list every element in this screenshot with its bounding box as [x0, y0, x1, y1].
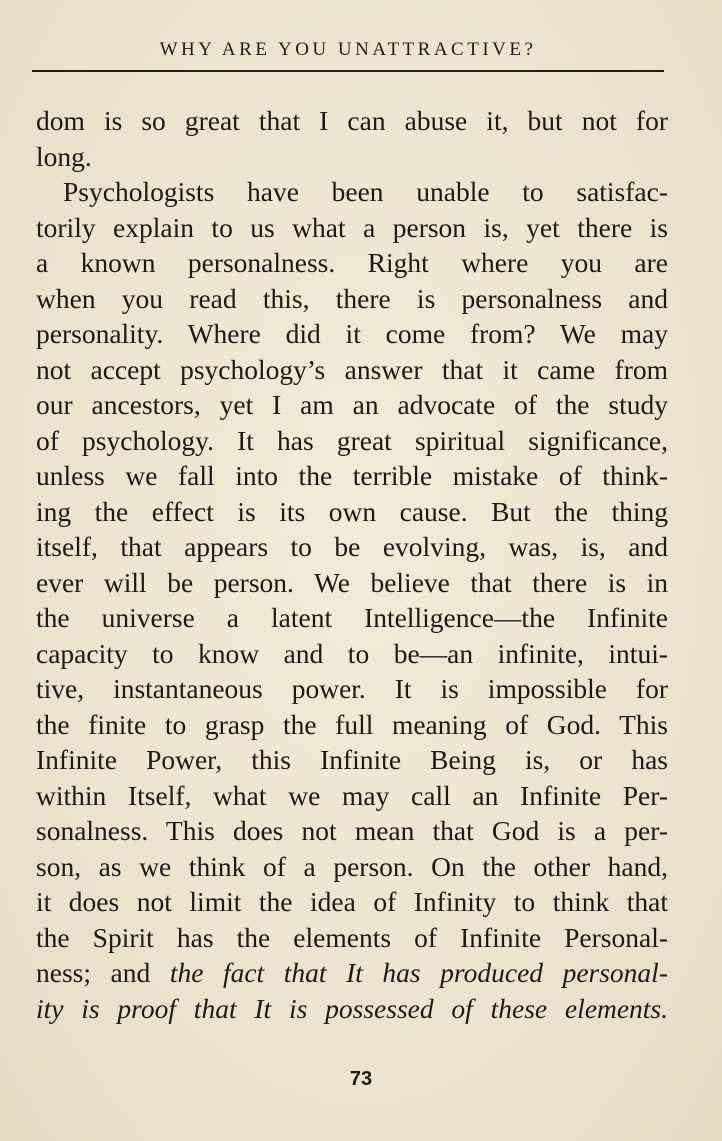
text-line-9: our ancestors, yet I am an advocate of the study: [36, 389, 668, 420]
header-rule: [32, 70, 664, 72]
text-line-2: long.: [36, 140, 92, 172]
text-line-22: son, as we think of a person. On the other hand,: [36, 850, 668, 882]
text-line-5: a known personalness. Right where you are: [36, 247, 668, 278]
text-line-14: ever will be person. We believe that there is in: [36, 566, 668, 598]
running-head: WHY ARE YOU UNATTRACTIVE?: [159, 39, 537, 60]
text-line-25-italic: the fact that It has produced personal-: [169, 957, 668, 988]
text-line-16: capacity to know and to be—an infinite, intui-: [36, 637, 668, 669]
text-line-25: [36, 955, 668, 991]
text-line-18: the finite to grasp the full meaning of God. This: [36, 708, 668, 740]
text-line-19: Infinite Power, this Infinite Being is, or has: [36, 744, 668, 775]
text-line-7: personality. Where did it come from? We may: [36, 318, 668, 349]
page-number: 73: [349, 1068, 373, 1090]
text-line-10: of psychology. It has great spiritual significance,: [36, 424, 668, 456]
text-line-6: when you read this, there is personalness and: [36, 282, 668, 314]
text-line-20: within Itself, what we may call an Infinite Per-: [36, 779, 668, 811]
text-line-4: torily explain to us what a person is, yet there is: [36, 211, 668, 243]
text-line-26: ity is proof that It is possessed of these elements.: [36, 992, 668, 1024]
text-line-8: not accept psychology’s answer that it came from: [36, 353, 668, 385]
text-line-13: itself, that appears to be evolving, was, is, and: [36, 531, 668, 562]
body-text: [36, 103, 668, 1026]
text-line-12: ing the effect is its own cause. But the thing: [36, 495, 668, 527]
text-line-15: the universe a latent Intelligence—the Infinite: [36, 602, 668, 633]
text-line-21: sonalness. This does not mean that God is a per-: [36, 815, 668, 846]
text-line-1: dom is so great that I can abuse it, but not for: [36, 105, 668, 136]
text-line-23: it does not limit the idea of Infinity to think that: [36, 886, 668, 917]
text-line-17: tive, instantaneous power. It is impossible for: [36, 673, 668, 704]
text-line-24: the Spirit has the elements of Infinite Personal-: [36, 921, 668, 953]
text-line-3: Psychologists have been unable to satisfac-: [63, 176, 668, 207]
text-line-25-roman: ness; and: [36, 957, 170, 988]
text-line-11: unless we fall into the terrible mistake of think-: [36, 460, 668, 491]
